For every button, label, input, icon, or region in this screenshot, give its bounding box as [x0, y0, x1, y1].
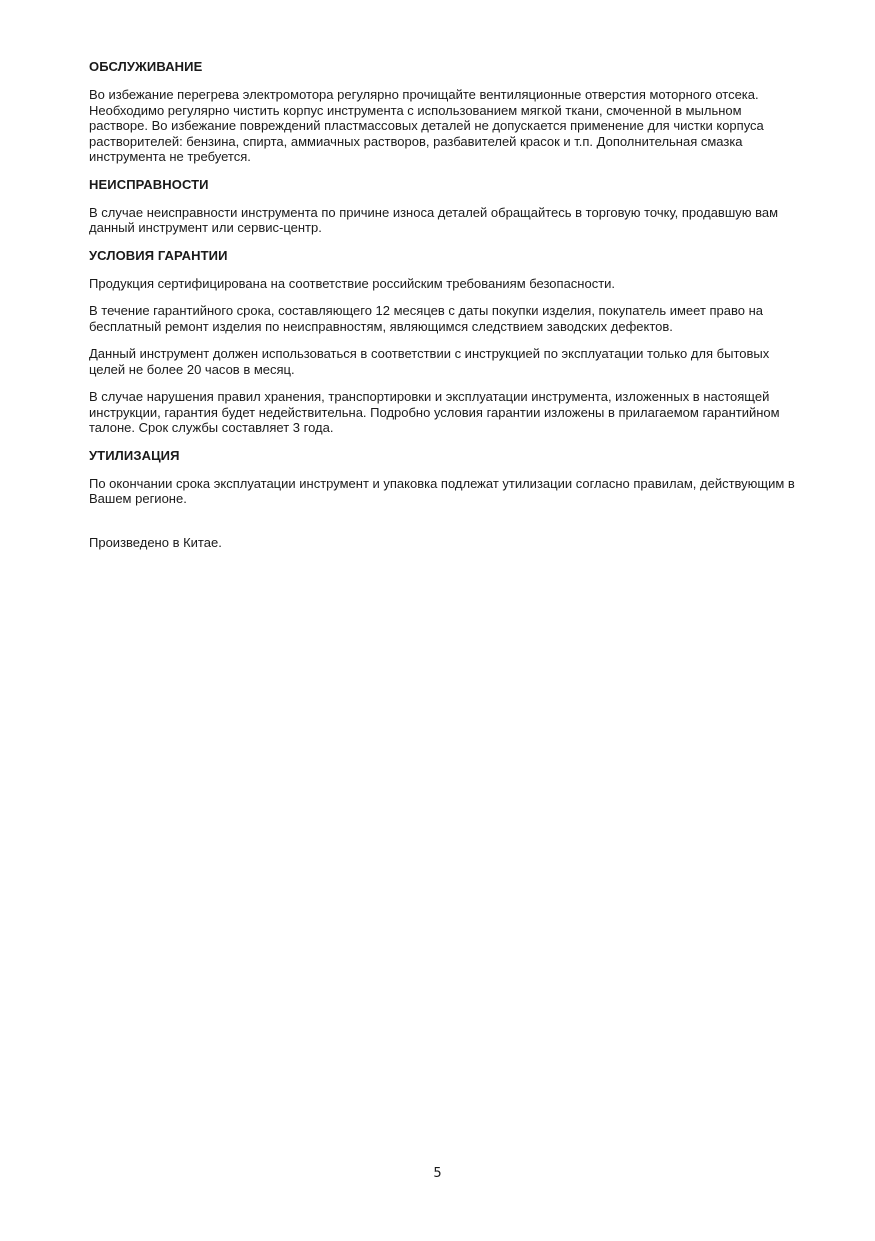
- paragraph-warranty-violation: В случае нарушения правил хранения, транспортировки и эксплуатации инструмента, изложенных в настоящей инструкции, гарантия будет недействительна. Подробно условия гарантии изложены в прилагаемом гарантийном талоне. Срок службы составляет 3 года.: [89, 389, 780, 435]
- paragraph-faults: В случае неисправности инструмента по причине износа деталей обращайтесь в торговую точку, продавшую вам данный инструмент или сервис-центр.: [89, 204, 779, 235]
- document-body: [89, 59, 799, 550]
- paragraph-warranty-period: В течение гарантийного срока, составляющего 12 месяцев с даты покупки изделия, покупатель имеет право на бесплатный ремонт изделия по неисправностям, являющимся следствием заводских дефектов.: [89, 303, 764, 334]
- section-maintenance: [89, 59, 799, 165]
- paragraph-maintenance: Во избежание перегрева электромотора регулярно прочищайте вентиляционные отверстия моторного отсека. Необходимо регулярно чистить корпус инструмента с использованием мягкой ткани, смоченной в мыльном растворе. Во избежание повреждений пластмассовых деталей не допускается применение для чистки корпуса растворителей: бензина, спирта, аммиачных растворов, разбавителей красок и т.п. Дополнительная смазка инструмента не требуется.: [89, 87, 764, 164]
- section-title-maintenance: ОБСЛУЖИВАНИЕ: [89, 59, 203, 74]
- section-title-faults: НЕИСПРАВНОСТИ: [89, 176, 209, 192]
- paragraph-warranty-certification: Продукция сертифицирована на соответствие российским требованиям безопасности.: [89, 275, 616, 291]
- section-faults: [89, 177, 799, 236]
- paragraph-warranty-usage: Данный инструмент должен использоваться в соответствии с инструкцией по эксплуатации только для бытовых целей не более 20 часов в месяц.: [89, 346, 770, 377]
- section-title-warranty: УСЛОВИЯ ГАРАНТИИ: [89, 247, 228, 263]
- section-disposal: [89, 448, 799, 507]
- section-warranty: [89, 248, 799, 436]
- section-title-disposal: УТИЛИЗАЦИЯ: [89, 447, 180, 463]
- page-number: 5: [433, 1166, 442, 1181]
- origin-note: Произведено в Китае.: [89, 534, 222, 550]
- paragraph-disposal: По окончании срока эксплуатации инструмент и упаковка подлежат утилизации согласно правилам, действующим в Вашем регионе.: [89, 475, 795, 506]
